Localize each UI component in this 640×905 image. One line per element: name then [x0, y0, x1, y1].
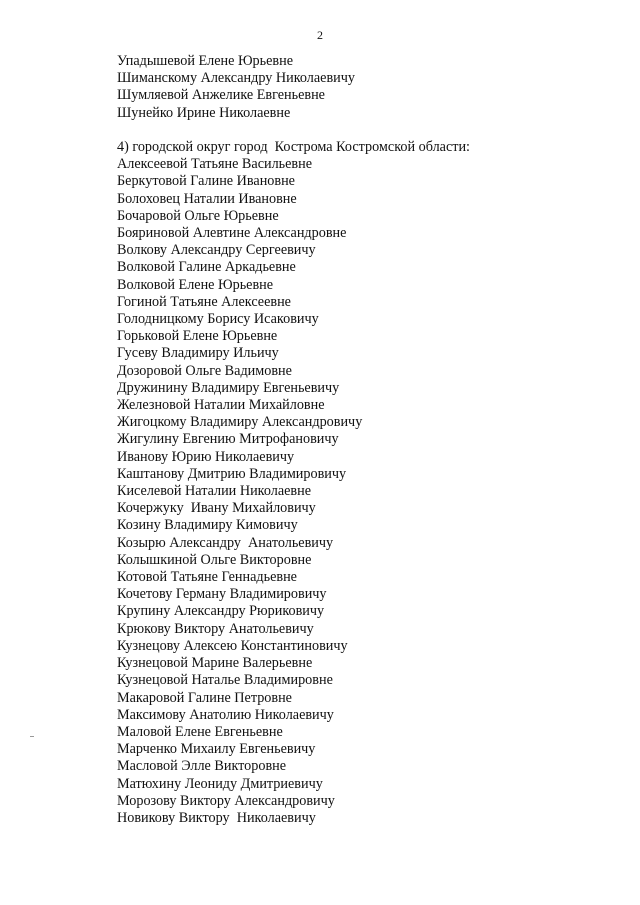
list-item: Гогиной Татьяне Алексеевне	[117, 293, 291, 310]
section-name-list	[117, 156, 617, 827]
list-item: Кочетову Герману Владимировичу	[117, 586, 327, 603]
document-body	[117, 53, 617, 827]
list-item: Иванову Юрию Николаевичу	[117, 448, 295, 465]
page-number: 2	[317, 28, 323, 42]
continued-name-list	[117, 53, 617, 122]
list-item: Жигоцкому Владимиру Александровичу	[117, 414, 363, 431]
list-item: Максимову Анатолию Николаевичу	[117, 706, 334, 723]
list-item: Голодницкому Борису Исаковичу	[117, 311, 319, 328]
list-item: Беркутовой Галине Ивановне	[117, 173, 295, 190]
list-item: Кузнецовой Наталье Владимировне	[117, 672, 333, 689]
list-item: Жигулину Евгению Митрофановичу	[117, 431, 339, 448]
list-item: Волкову Александру Сергеевичу	[117, 242, 316, 259]
list-item: Алексеевой Татьяне Васильевне	[117, 156, 313, 173]
list-item: Шунейко Ирине Николаевне	[117, 104, 291, 121]
list-item: Бояриновой Алевтине Александровне	[117, 225, 347, 242]
list-item: Козырю Александру Анатольевичу	[117, 534, 334, 551]
list-item: Крюкову Виктору Анатольевичу	[117, 620, 314, 637]
list-item: Масловой Элле Викторовне	[117, 758, 287, 775]
list-item: Гусеву Владимиру Ильичу	[117, 345, 279, 362]
list-item: Колышкиной Ольге Викторовне	[117, 551, 312, 568]
list-item: Киселевой Наталии Николаевне	[117, 483, 311, 500]
list-item: Морозову Виктору Александровичу	[117, 792, 335, 809]
section-heading: 4) городской округ город Кострома Костромской области:	[117, 139, 470, 155]
list-item: Маловой Елене Евгеньевне	[117, 723, 283, 740]
list-item: Марченко Михаилу Евгеньевичу	[117, 741, 316, 758]
list-item: Кузнецову Алексею Константиновичу	[117, 637, 348, 654]
list-item: Болоховец Наталии Ивановне	[117, 190, 297, 207]
list-item: Дружинину Владимиру Евгеньевичу	[117, 379, 340, 396]
list-item: Новикову Виктору Николаевичу	[117, 809, 316, 826]
margin-mark	[30, 736, 34, 737]
list-item: Крупину Александру Рюриковичу	[117, 603, 325, 620]
list-item: Котовой Татьяне Геннадьевне	[117, 569, 297, 586]
list-item: Макаровой Галине Петровне	[117, 689, 292, 706]
list-item: Горьковой Елене Юрьевне	[117, 328, 278, 345]
list-item: Шумляевой Анжелике Евгеньевне	[117, 87, 325, 104]
list-item: Железновой Наталии Михайловне	[117, 397, 325, 414]
list-item: Дозоровой Ольге Вадимовне	[117, 362, 292, 379]
list-item: Каштанову Дмитрию Владимировичу	[117, 465, 347, 482]
list-item: Волковой Галине Аркадьевне	[117, 259, 296, 276]
list-item: Кузнецовой Марине Валерьевне	[117, 655, 313, 672]
list-item: Козину Владимиру Кимовичу	[117, 517, 298, 534]
list-item: Бочаровой Ольге Юрьевне	[117, 207, 279, 224]
list-item: Упадышевой Елене Юрьевне	[117, 53, 294, 69]
list-item: Шиманскому Александру Николаевичу	[117, 70, 355, 87]
list-item: Кочержуку Ивану Михайловичу	[117, 500, 316, 517]
list-item: Волковой Елене Юрьевне	[117, 276, 274, 293]
list-item: Матюхину Леониду Дмитриевичу	[117, 775, 323, 792]
